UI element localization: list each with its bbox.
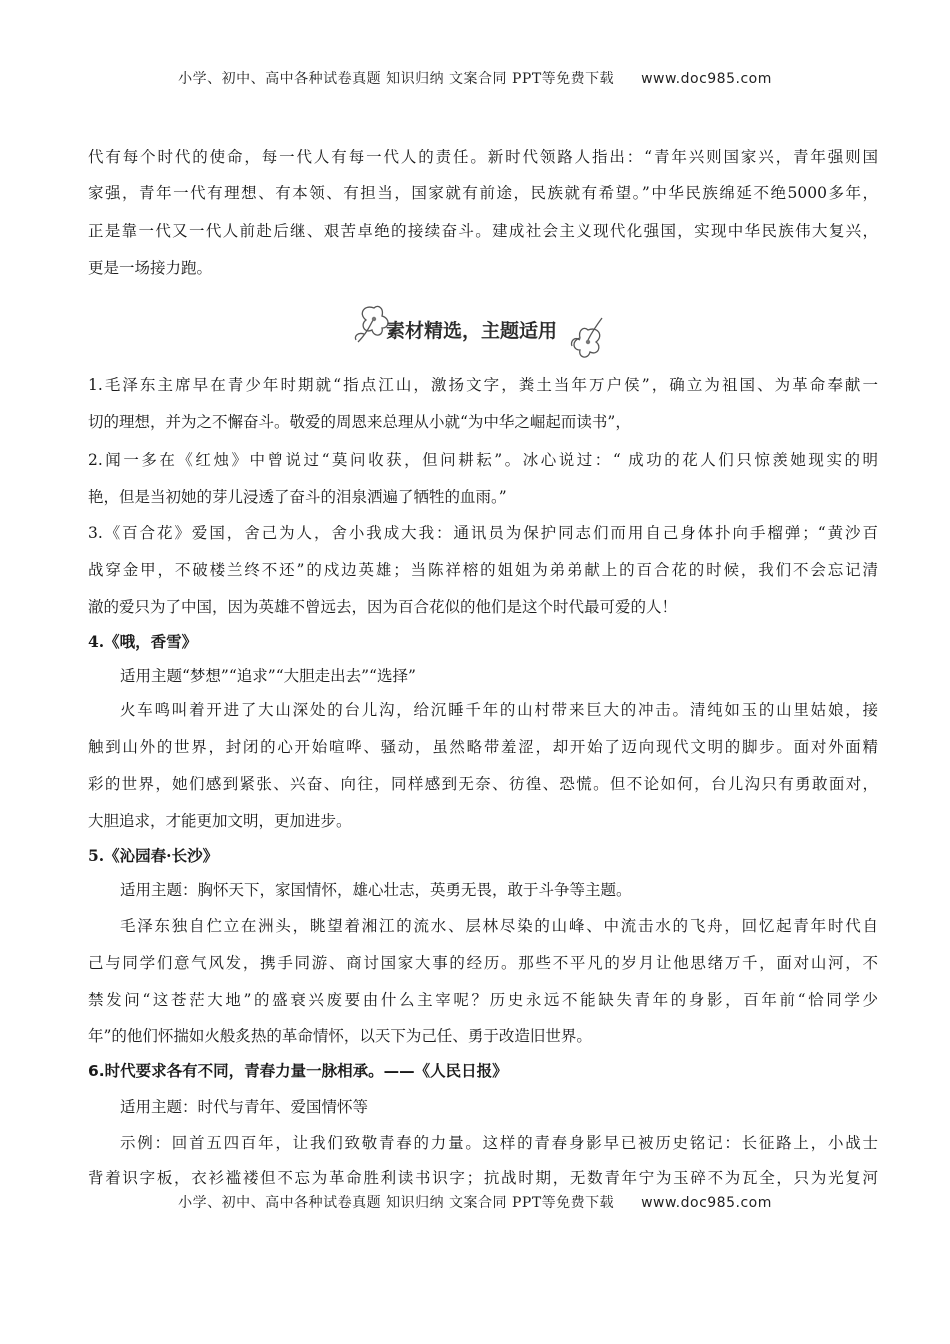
item5-theme: 适用主题：胸怀天下，家国情怀，雄心壮志，英勇无畏，敢于斗争等主题。	[120, 881, 632, 899]
item4-theme: 适用主题“梦想”“追求”“大胆走出去”“选择”	[120, 667, 416, 685]
intro-line-1: 代有每个时代的使命，每一代人有每一代人的责任。新时代领路人指出：“青年兴则国家兴，青年强则国	[88, 148, 878, 166]
item2-line-2: 艳，但是当初她的芽儿浸透了奋斗的泪泉洒遍了牺牲的血雨。”	[88, 488, 507, 506]
item3-line-3: 澈的爱只为了中国，因为英雄不曾远去，因为百合花似的他们是这个时代最可爱的人！	[88, 598, 678, 616]
item4-body-2: 触到山外的世界，封闭的心开始喧哗、骚动，虽然略带羞涩，却开始了迈向现代文明的脚步。面对外面精	[88, 738, 878, 756]
item5-title: 5.《沁园春·长沙》	[88, 846, 219, 865]
item1-line-2: 切的理想，并为之不懈奋斗。敬爱的周恩来总理从小就“为中华之崛起而读书”，	[88, 413, 631, 431]
intro-line-3: 正是靠一代又一代人前赴后继、艰苦卓绝的接续奋斗。建成社会主义现代化强国，实现中华民族伟大复兴，	[88, 222, 878, 240]
intro-line-4: 更是一场接力跑。	[88, 259, 213, 277]
intro-line-2: 家强，青年一代有理想、有本领、有担当，国家就有前途，民族就有希望。”中华民族绵延不绝5000多年，	[88, 184, 878, 202]
item3-line-2: 战穿金甲，不破楼兰终不还”的戍边英雄；当陈祥榕的姐姐为弟弟献上的百合花的时候，我们不会忘记清	[88, 561, 878, 579]
item5-body-4: 年”的他们怀揣如火般炙热的革命情怀，以天下为己任、勇于改造旧世界。	[88, 1027, 592, 1045]
item6-body-2: 背着识字板，衣衫褴褛但不忘为革命胜利读书识字；抗战时期，无数青年宁为玉碎不为瓦全，只为光复河	[88, 1169, 878, 1187]
header-site[interactable]: www.doc985.com	[641, 71, 772, 87]
item6-body-1: 示例：回首五四百年，让我们致敬青春的力量。这样的青春身影早已被历史铭记：长征路上，小战士	[120, 1134, 878, 1152]
item5-body-3: 禁发问“这苍茫大地”的盛衰兴废要由什么主宰呢？历史永远不能缺失青年的身影，百年前“恰同学少	[88, 991, 878, 1009]
item1-line-1: 1.毛泽东主席早在青少年时期就“指点江山，激扬文字，粪土当年万户侯”，确立为祖国、为革命奉献一	[88, 376, 878, 394]
item6-theme: 适用主题：时代与青年、爱国情怀等	[120, 1098, 369, 1116]
item5-body-1: 毛泽东独自伫立在洲头，眺望着湘江的流水、层林尽染的山峰、中流击水的飞舟，回忆起青年时代自	[120, 917, 878, 935]
item6-title: 6.时代要求各有不同，青春力量一脉相承。——《人民日报》	[88, 1062, 508, 1080]
page-header	[0, 68, 950, 88]
page-footer	[0, 1192, 950, 1212]
item4-title: 4.《哦，香雪》	[88, 632, 198, 651]
item4-body-4: 大胆追求，才能更加文明，更加进步。	[88, 812, 352, 830]
item2-line-1: 2.闻一多在《红烛》中曾说过“莫问收获，但问耕耘”。冰心说过：“ 成功的花人们只惊羡她现实的明	[88, 451, 878, 469]
item4-body-3: 彩的世界，她们感到紧张、兴奋、向往，同样感到无奈、彷徨、恐慌。但不论如何，台儿沟只有勇敢面对，	[88, 775, 878, 793]
header-text: 小学、初中、高中各种试卷真题 知识归纳 文案合同 PPT等免费下载	[178, 71, 615, 87]
banner-title: 素材精选，主题适用	[386, 320, 558, 342]
item5-body-2: 己与同学们意气风发，携手同游、商讨国家大事的经历。那些不平凡的岁月让他思绪万千，面对山河，不	[88, 954, 878, 972]
item4-body-1: 火车鸣叫着开进了大山深处的台儿沟，给沉睡千年的山村带来巨大的冲击。清纯如玉的山里姑娘，接	[120, 701, 878, 719]
item3-line-1: 3.《百合花》爱国，舍己为人，舍小我成大我：通讯员为保护同志们而用自己身体扑向手榴弹；“黄沙百	[88, 524, 878, 542]
section-banner	[352, 300, 607, 362]
footer-text: 小学、初中、高中各种试卷真题 知识归纳 文案合同 PPT等免费下载	[178, 1195, 615, 1211]
footer-site[interactable]: www.doc985.com	[641, 1195, 772, 1211]
